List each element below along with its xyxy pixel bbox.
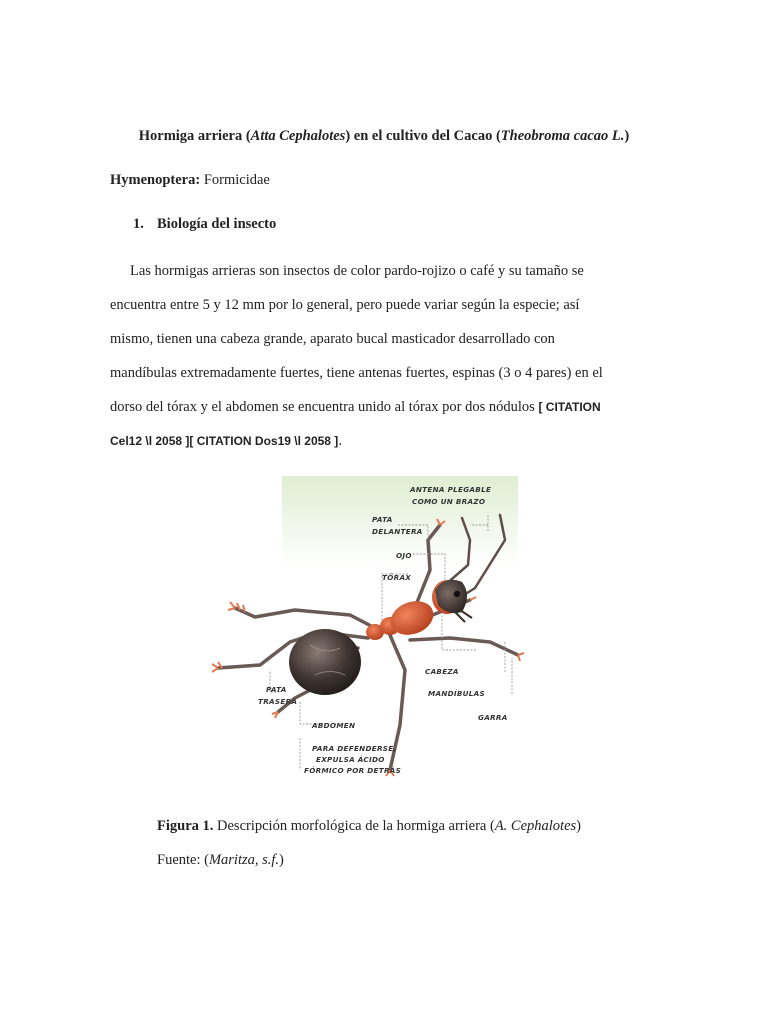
figure-source — [157, 852, 284, 869]
label-defense: EXPULSA ÁCIDO — [316, 755, 385, 764]
label-eye: OJO — [396, 551, 412, 560]
leg — [235, 608, 375, 628]
ant-illustration — [200, 470, 550, 790]
label-claw: GARRA — [478, 713, 508, 722]
caption-label: Figura 1. — [157, 818, 214, 834]
body-paragraph — [110, 254, 645, 458]
ant-abdomen — [289, 629, 361, 695]
family-value: Formicidae — [203, 172, 270, 188]
title-text-3: ) — [624, 128, 630, 144]
section-title: Biología del insecto — [157, 216, 277, 232]
paragraph-line — [110, 424, 645, 458]
source-author: Maritza, s.f. — [208, 852, 280, 868]
label-mandibles: MANDÍBULAS — [428, 689, 486, 698]
figure-caption — [157, 818, 581, 835]
label-front-leg: DELANTERA — [372, 527, 423, 536]
label-abdomen: ABDOMEN — [312, 721, 356, 730]
caption-text: Descripción morfológica de la hormiga arriera ( — [213, 818, 495, 834]
source-end: ) — [279, 852, 284, 868]
caption-end: ) — [576, 818, 582, 834]
label-antenna: ANTENA PLEGABLE — [410, 485, 492, 494]
citation-field: Cel12 \l 2058 ][ CITATION Dos19 \l 2058 ] — [110, 434, 339, 448]
label-front-leg: PATA — [372, 515, 393, 524]
source-label: Fuente: ( — [157, 852, 209, 868]
ant-eye — [454, 591, 460, 597]
paragraph-line — [110, 390, 645, 424]
section-number: 1. — [133, 216, 144, 232]
paragraph-text: dorso del tórax y el abdomen se encuentra unido al tórax por dos nódulos — [110, 399, 535, 415]
label-head: CABEZA — [425, 667, 459, 676]
label-antenna: COMO UN BRAZO — [412, 497, 486, 506]
paragraph-line: encuentra entre 5 y 12 mm por lo general, pero puede variar según la especie; así — [110, 297, 580, 313]
leg — [410, 638, 518, 655]
citation-field: [ CITATION — [538, 400, 601, 414]
title-text-1: Hormiga arriera ( — [138, 128, 251, 144]
title-species-name: Atta Cephalotes — [250, 128, 346, 144]
section-heading — [133, 216, 276, 233]
taxonomy-line — [110, 172, 270, 189]
caption-species: A. Cephalotes — [494, 818, 577, 834]
document-title — [0, 128, 768, 145]
label-thorax: TÓRAX — [382, 573, 412, 582]
label-defense: PARA DEFENDERSE, — [312, 744, 397, 753]
paragraph-period: . — [338, 433, 342, 449]
title-text-2: ) en el cultivo del Cacao ( — [345, 128, 501, 144]
paragraph-line: mismo, tienen una cabeza grande, aparato bucal masticador desarrollado con — [110, 331, 555, 347]
title-crop-name: Theobroma cacao L. — [500, 128, 625, 144]
paragraph-line: mandíbulas extremadamente fuertes, tiene antenas fuertes, espinas (3 o 4 pares) en el — [110, 365, 603, 381]
ant-morphology-figure — [200, 470, 550, 790]
paragraph-line: Las hormigas arrieras son insectos de color pardo-rojizo o café y su tamaño se — [130, 263, 584, 279]
label-hind-leg: PATA — [266, 685, 287, 694]
order-label: Hymenoptera: — [110, 172, 201, 188]
label-hind-leg: TRASERA — [258, 697, 298, 706]
label-defense: FÓRMICO POR DETRÁS — [304, 766, 402, 775]
